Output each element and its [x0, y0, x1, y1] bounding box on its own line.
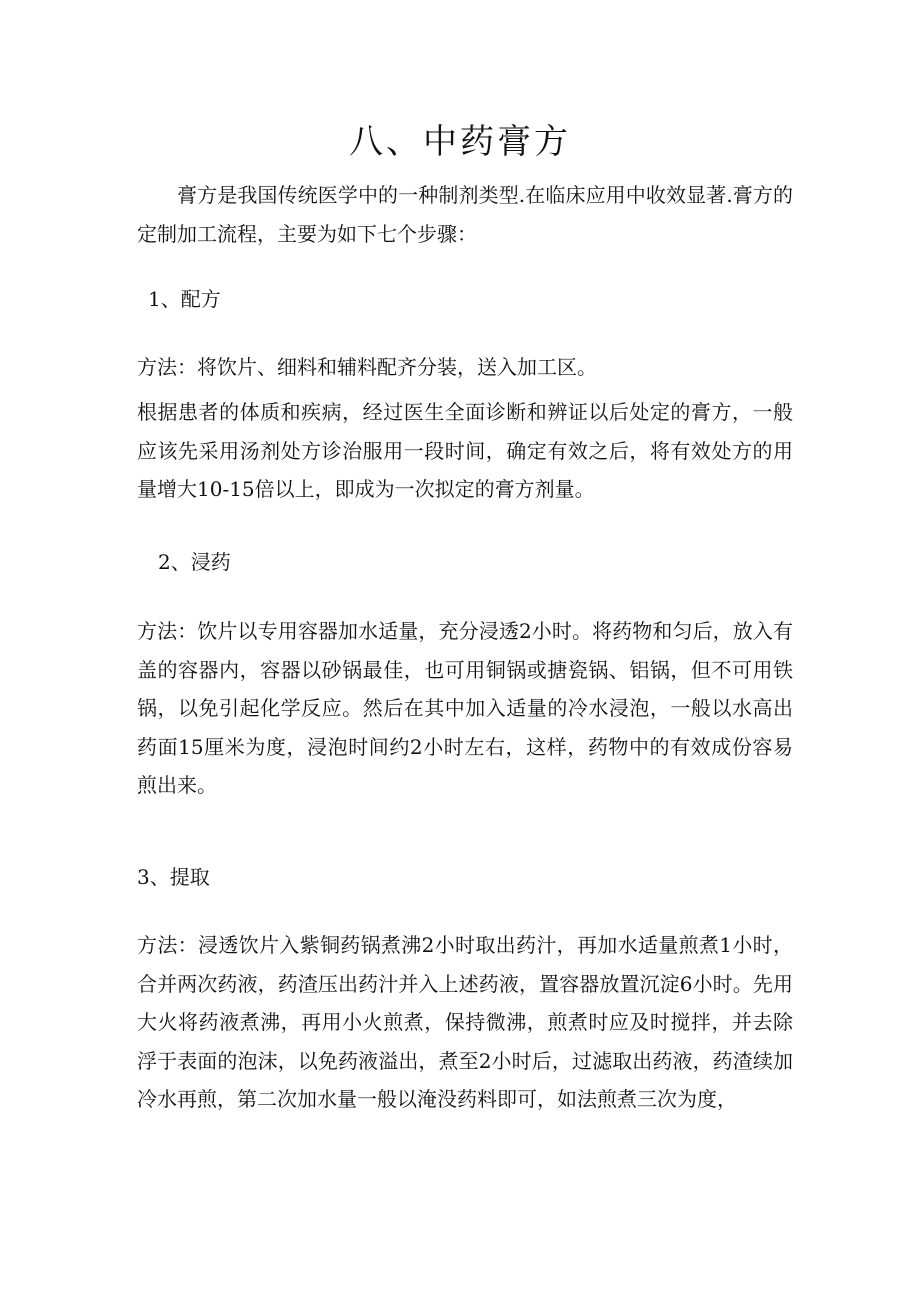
section-heading-jinyao: 2、浸药 [158, 550, 231, 574]
intro-paragraph: 膏方是我国传统医学中的一种制剂类型.在临床应用中收效显著.膏方的定制加工流程，主要为如下七个步骤： [137, 183, 793, 246]
section-method-tiqu: 方法：浸透饮片入紫铜药锅煮沸2小时取出药汁，再加水适量煎煮1小时，合并两次药液，药渣压出药汁并入上述药液，置容器放置沉淀6小时。先用大火将药液煮沸，再用小火煎煮，保持微沸，煎煮时应及时搅拌，并去除浮于表面的泡沫，以免药液溢出，煮至2小时后，过滤取出药液，药渣续加冷水再煎，第二次加水量一般以淹没药料即可，如法煎煮三次为度， [137, 933, 793, 1111]
document-title: 八、中药膏方 [349, 122, 571, 162]
section-heading-tiqu: 3、提取 [137, 865, 210, 889]
section-method-jinyao: 方法：饮片以专用容器加水适量，充分浸透2小时。将药物和匀后，放入有盖的容器内，容器以砂锅最佳，也可用铜锅或搪瓷锅、铝锅，但不可用铁锅，以免引起化学反应。然后在其中加入适量的冷水浸泡，一般以水高出药面15厘米为度，浸泡时间约2小时左右，这样，药物中的有效成份容易煎出来。 [137, 619, 793, 797]
section-detail-peifang: 根据患者的体质和疾病，经过医生全面诊断和辨证以后处定的膏方，一般应该先采用汤剂处方诊治服用一段时间，确定有效之后，将有效处方的用量增大10-15倍以上，即成为一次拟定的膏方剂量。 [137, 400, 793, 501]
section-heading-peifang: 1、配方 [148, 287, 221, 311]
section-method-peifang: 方法：将饮片、细料和辅料配齐分装，送入加工区。 [137, 355, 597, 379]
